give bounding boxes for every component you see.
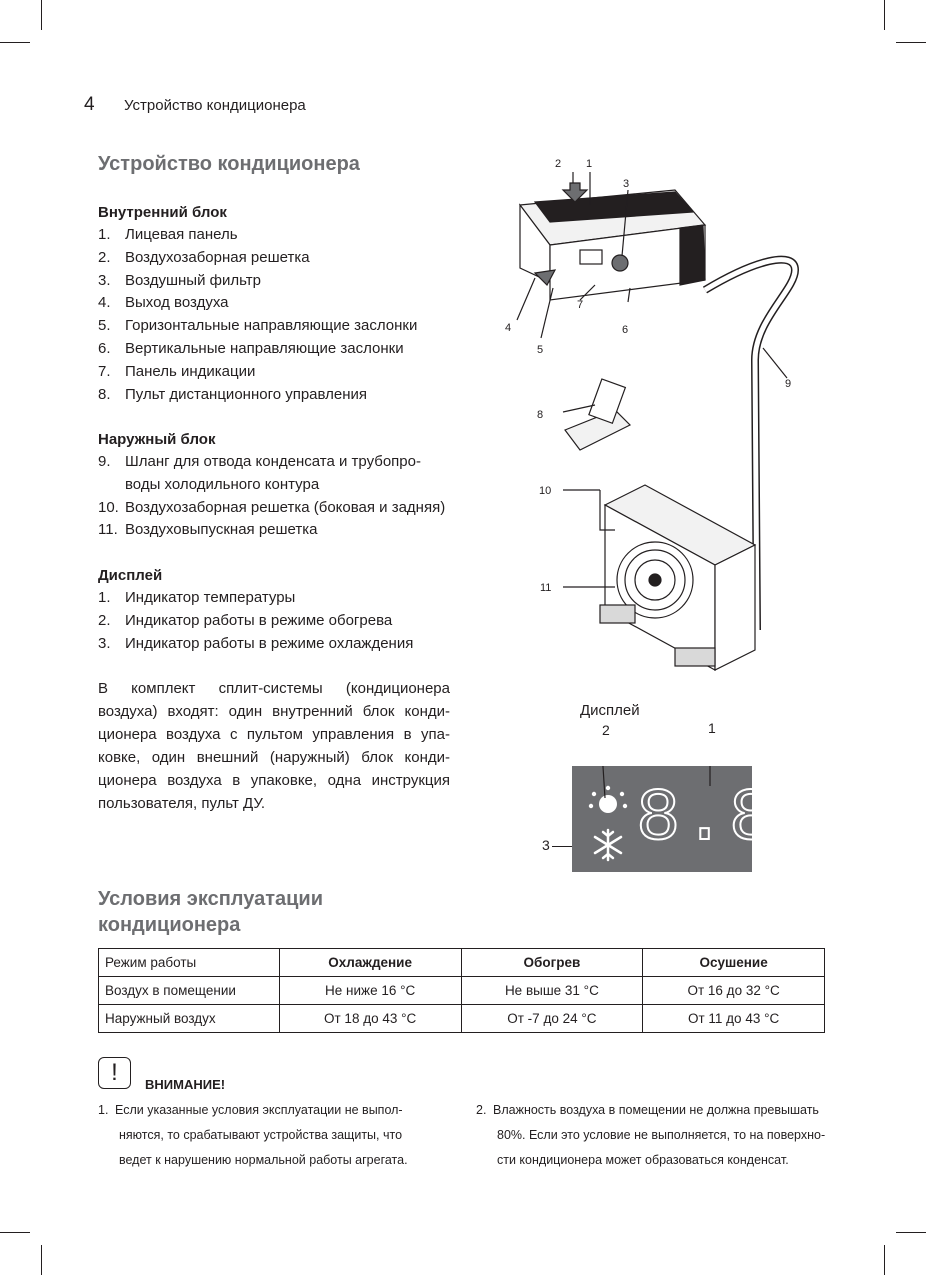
list-item: 3. Воздушный фильтр xyxy=(98,271,261,289)
table-cell: Воздух в помещении xyxy=(99,977,280,1005)
section-title-device: Устройство кондиционера xyxy=(98,153,360,175)
table-header-cell: Режим работы xyxy=(99,949,280,977)
crop-mark xyxy=(896,42,926,43)
table-header-cell: Обогрев xyxy=(461,949,643,977)
list-item: 1. Лицевая панель xyxy=(98,226,238,243)
list-item: 1. Индикатор температуры xyxy=(98,589,296,606)
operating-conditions-table xyxy=(98,948,825,1033)
table-header-cell: Охлаждение xyxy=(279,949,461,977)
section-title-operating-conditions: Условия эксплуатации кондиционера xyxy=(98,888,323,936)
callout-line-2 xyxy=(602,766,605,798)
table-header-cell: Осушение xyxy=(643,949,825,977)
table-cell: От 16 до 32 °C xyxy=(643,977,825,1005)
list-item: 6. Вертикальные направляющие заслонки xyxy=(98,339,404,357)
display-list xyxy=(98,587,413,655)
indoor-unit-right-panel xyxy=(680,225,705,285)
list-item: 11. Воздуховыпускная решетка xyxy=(98,521,318,539)
display-panel xyxy=(572,766,776,872)
display-callout-3: 3 xyxy=(542,837,550,853)
table-cell: От 18 до 43 °C xyxy=(279,1005,461,1033)
indoor-unit-title: Внутренний блок xyxy=(98,204,227,221)
outdoor-unit-title: Наружный блок xyxy=(98,431,216,448)
list-item: 8. Пульт дистанционного управления xyxy=(98,385,368,403)
callout-9: 9 xyxy=(785,378,792,390)
warning-note-1: 1. Если указанные условия эксплуатации не выпол- няются, то срабатывают устройства защиты, что ведет к нарушению нормальной работы агрегата. xyxy=(98,1103,408,1167)
outdoor-unit-side xyxy=(715,545,755,670)
list-item: 2. Воздухозаборная решетка xyxy=(98,248,310,266)
sun-icon xyxy=(589,786,627,813)
page-number: 4 xyxy=(84,94,95,115)
warning-note-2: 2. Влажность воздуха в помещении не должна превышать 80%. Если это условие не выполняется, то на поверхно- сти кондиционера может образоваться конденсат. xyxy=(476,1103,826,1167)
callout-line-3 xyxy=(552,846,572,847)
indoor-unit-list xyxy=(98,224,417,406)
temperature-indicator: 8.8 xyxy=(636,778,776,862)
callout-10: 10 xyxy=(539,485,552,497)
air-conditioner-illustration xyxy=(495,150,835,680)
crop-mark xyxy=(41,0,42,30)
table-row xyxy=(99,977,825,1005)
table-cell: От -7 до 24 °C xyxy=(461,1005,643,1033)
package-contents-paragraph: В комплект сплит-системы (кондиционера воздуха) входят: один внутренний блок кондиционера воздуха с пультом управления в упаковке, один внешний (наружный) блок кондиционера воздуха в упаковке, одна инструкция пользователя, пульт ДУ. xyxy=(98,680,450,812)
callout-7: 7 xyxy=(577,299,584,311)
list-item: 9. Шланг для отвода конденсата и трубопро- xyxy=(98,453,421,470)
warning-icon: ! xyxy=(98,1057,131,1089)
display-section-title: Дисплей xyxy=(98,567,163,584)
callout-8: 8 xyxy=(537,409,544,421)
callout-2: 2 xyxy=(555,158,562,170)
table-header-row xyxy=(99,949,825,977)
crop-mark xyxy=(884,0,885,30)
outdoor-unit-list xyxy=(98,451,445,542)
callout-11: 11 xyxy=(540,582,552,594)
warning-label: ВНИМАНИЕ! xyxy=(145,1077,226,1092)
crop-mark xyxy=(896,1232,926,1233)
display-panel-shape xyxy=(580,250,602,264)
list-item: 2. Индикатор работы в режиме обогрева xyxy=(98,611,393,629)
callout-5: 5 xyxy=(537,344,544,356)
display-caption: Дисплей xyxy=(580,702,640,719)
display-callout-2: 2 xyxy=(602,722,610,738)
support-block xyxy=(675,648,715,666)
list-item: воды холодильного контура xyxy=(125,475,320,493)
callout-1: 1 xyxy=(586,158,593,170)
table-cell: Не ниже 16 °C xyxy=(279,977,461,1005)
callout-4: 4 xyxy=(505,322,512,334)
table-row xyxy=(99,1005,825,1033)
snowflake-icon xyxy=(595,830,621,860)
list-item: 5. Горизонтальные направляющие заслонки xyxy=(98,317,418,335)
air-filter-circle xyxy=(612,255,628,271)
callout-6: 6 xyxy=(622,324,629,336)
list-item: 10. Воздухозаборная решетка (боковая и задняя) xyxy=(98,498,446,516)
table-cell: От 11 до 43 °C xyxy=(643,1005,825,1033)
list-item: 7. Панель индикации xyxy=(98,362,256,380)
crop-mark xyxy=(0,1232,30,1233)
table-cell: Наружный воздух xyxy=(99,1005,280,1033)
callout-3: 3 xyxy=(623,178,630,190)
list-item: 4. Выход воздуха xyxy=(98,294,229,312)
crop-mark xyxy=(41,1245,42,1275)
running-title: Устройство кондиционера xyxy=(124,97,306,114)
crop-mark xyxy=(884,1245,885,1275)
list-item: 3. Индикатор работы в режиме охлаждения xyxy=(98,634,414,652)
display-callout-1: 1 xyxy=(708,720,716,736)
support-block xyxy=(600,605,635,623)
table-cell: Не выше 31 °C xyxy=(461,977,643,1005)
crop-mark xyxy=(0,42,30,43)
